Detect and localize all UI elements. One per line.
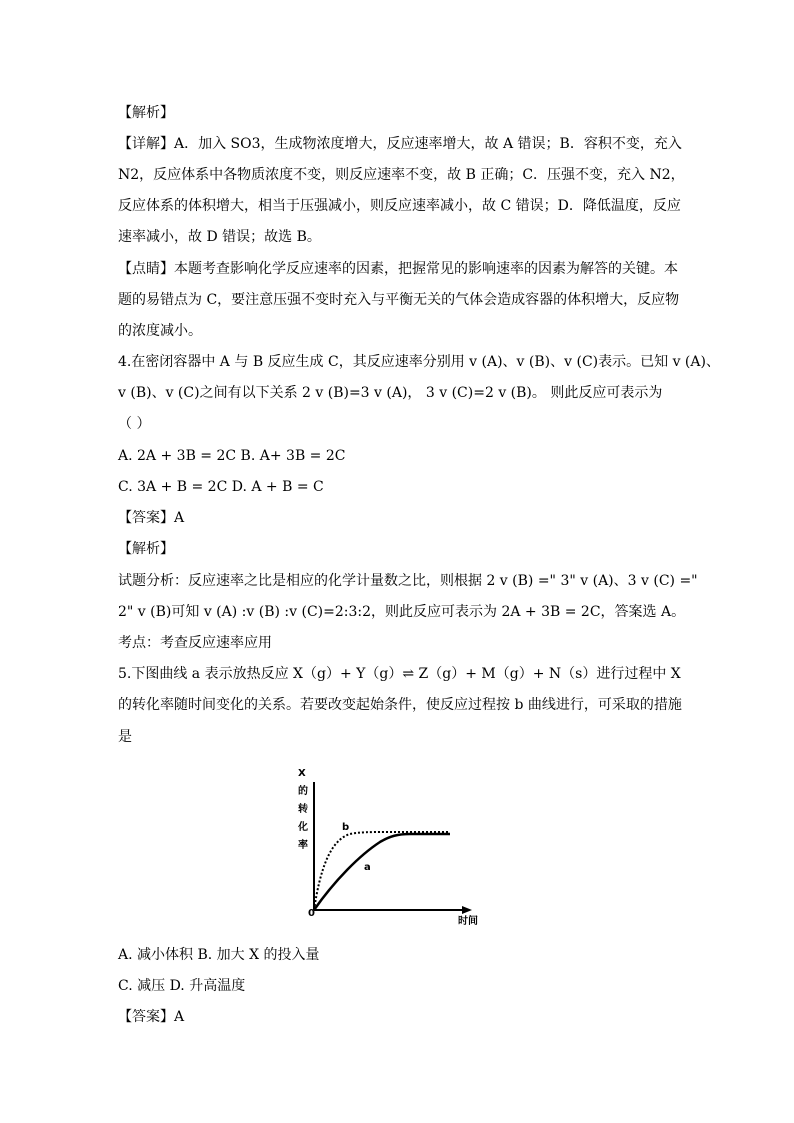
line-4: 反应体系的体积增大，相当于压强减小，则反应速率减小，故 C 错误；D．降低温度，反应	[118, 198, 681, 214]
y-label-char-1: X	[298, 768, 306, 779]
line-15: 【解析】	[118, 541, 174, 557]
line-2: 【详解】A．加入 SO3，生成物浓度增大，反应速率增大，故 A 错误；B．容积不变，充入	[118, 136, 682, 152]
line-12: A. 2A + 3B = 2C B. A+ 3B = 2C	[118, 448, 346, 464]
line-16: 试题分析：反应速率之比是相应的化学计量数之比，则根据 2 v (B) =" 3" v (A)、3 v (C) ="	[118, 573, 698, 589]
line-17: 2" v (B)可知 v (A) :v (B) :v (C)=2:3:2，则此反应可表示为 2A + 3B = 2C，答案选 A。	[118, 604, 686, 620]
line-6: 【点睛】本题考查影响化学反应速率的因素，把握常见的影响速率的因素为解答的关键。本	[118, 261, 678, 277]
line-13: C. 3A + B = 2C D. A + B = C	[118, 479, 324, 495]
y-label-char-5: 率	[298, 840, 308, 851]
y-label-char-3: 转	[298, 804, 308, 815]
conversion-graph	[290, 760, 490, 930]
answer-line: 【答案】A	[118, 1009, 185, 1025]
line-18: 考点：考查反应速率应用	[118, 635, 272, 651]
line-3: N2，反应体系中各物质浓度不变，则反应速率不变，故 B 正确；C．压强不变，充入 N2，	[118, 167, 685, 183]
line-19: 5.下图曲线 a 表示放热反应 X（g）+ Y（g）⇌ Z（g）+ M（g）+ N（s）进行过程中 X	[118, 666, 681, 682]
curve-b	[314, 832, 450, 910]
line-8: 的浓度减小。	[118, 323, 202, 339]
line-20: 的转化率随时间变化的关系。若要改变起始条件，使反应过程按 b 曲线进行，可采取的措施	[118, 697, 682, 713]
line-9: 4.在密闭容器中 A 与 B 反应生成 C，其反应速率分别用 v (A)、v (B)、v (C)表示。已知 v (A)、	[118, 354, 720, 370]
option-line-2: C. 减压 D. 升高温度	[118, 978, 246, 994]
option-line-1: A. 减小体积 B. 加大 X 的投入量	[118, 947, 320, 963]
line-21: 是	[118, 729, 132, 745]
curve-b-label: b	[342, 822, 350, 833]
y-label-char-4: 化	[298, 822, 308, 833]
line-1: 【解析】	[118, 105, 174, 121]
origin-label: 0	[308, 908, 315, 919]
y-label-char-2: 的	[298, 786, 308, 797]
curve-a-label: a	[364, 862, 371, 873]
line-11: （ ）	[118, 416, 151, 432]
x-axis-label: 时间	[458, 916, 478, 927]
line-10: v (B)、v (C)之间有以下关系 2 v (B)=3 v (A)， 3 v (C)=2 v (B)。 则此反应可表示为	[118, 385, 663, 401]
line-7: 题的易错点为 C，要注意压强不变时充入与平衡无关的气体会造成容器的体积增大，反应物	[118, 292, 680, 308]
line-14: 【答案】A	[118, 510, 185, 526]
x-axis-arrow	[462, 906, 472, 914]
line-5: 速率减小，故 D 错误；故选 B。	[118, 229, 321, 245]
